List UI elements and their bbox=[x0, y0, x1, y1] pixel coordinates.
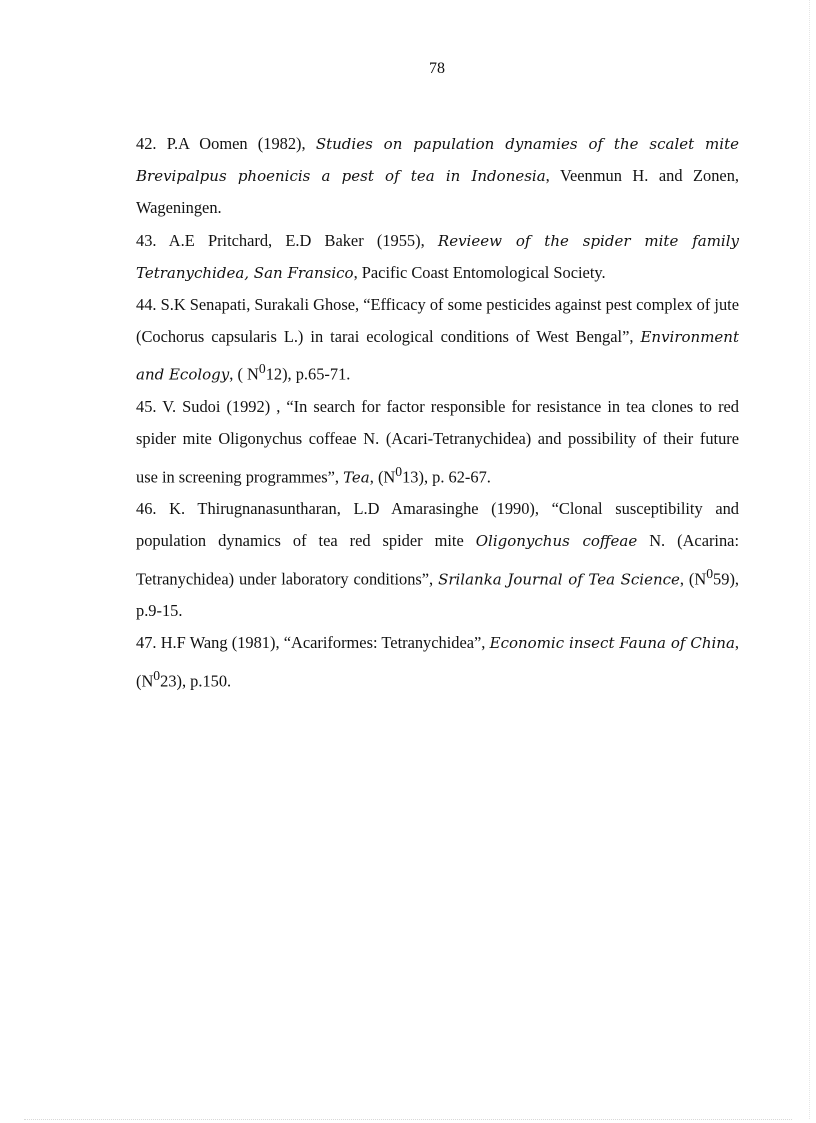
reference-italic-text: Srilanka Journal of Tea Science bbox=[438, 570, 680, 589]
reference-italic-text: Tea bbox=[343, 467, 370, 486]
reference-text: , ( N bbox=[229, 364, 259, 384]
reference-item bbox=[136, 289, 739, 391]
page-right-border bbox=[809, 0, 810, 1119]
reference-italic-text: Revieew of the spider mite family Tetranychidea, San Fransico bbox=[136, 231, 740, 282]
reference-superscript: 0 bbox=[706, 565, 714, 581]
page-number: 78 bbox=[429, 60, 445, 77]
reference-superscript: 0 bbox=[258, 361, 266, 377]
reference-text: , Pacific Coast Entomological Society. bbox=[353, 262, 606, 282]
reference-superscript: 0 bbox=[395, 463, 403, 479]
reference-italic-text: Economic insect Fauna of China bbox=[489, 634, 735, 653]
reference-italic-text: Studies on papulation dynamies of the scalet mite Brevipalpus phoenicis a pest of tea in Indonesia bbox=[136, 135, 739, 186]
reference-text: 13), p. 62-67. bbox=[402, 466, 491, 486]
reference-text: 45. V. Sudoi (1992) , “In search for factor responsible for resistance in tea clones to red spider mite Oligonychus coffeae N. (Acari-Tetranychidea) and possibility of their future use in screening programmes”, bbox=[136, 397, 739, 486]
reference-text: , (N bbox=[679, 569, 707, 589]
reference-italic-text: Environment and Ecology bbox=[136, 328, 739, 384]
reference-item bbox=[136, 493, 739, 627]
reference-text: 46. K. Thirugnanasuntharan, L.D Amarasinghe (1990), “Clonal susceptibility and population dynamics of tea red spider mite bbox=[136, 499, 739, 551]
reference-text: 59), p.9-15. bbox=[136, 569, 739, 621]
reference-text: 47. H.F Wang (1981), “Acariformes: Tetranychidea”, bbox=[136, 633, 490, 653]
reference-item bbox=[136, 391, 739, 493]
reference-text: , Veenmun H. and Zonen, Wageningen. bbox=[136, 166, 739, 218]
reference-text: 12), p.65-71. bbox=[265, 364, 351, 384]
reference-text: N. (Acarina: Tetranychidea) under laboratory conditions”, bbox=[136, 531, 740, 589]
reference-item bbox=[136, 128, 739, 225]
reference-text: 44. S.K Senapati, Surakali Ghose, “Efficacy of some pesticides against pest complex of jute (Cochorus capsularis L.) in tarai ecological conditions of West Bengal”, bbox=[136, 295, 739, 347]
reference-list bbox=[136, 128, 739, 697]
reference-text: , (N bbox=[136, 633, 739, 691]
page-bottom-border bbox=[24, 1119, 792, 1120]
reference-italic-text: Oligonychus coffeae bbox=[475, 532, 638, 551]
reference-item bbox=[136, 627, 739, 697]
reference-text: , (N bbox=[369, 466, 396, 486]
reference-text: 23), p.150. bbox=[160, 671, 232, 691]
reference-text: 42. P.A Oomen (1982), bbox=[136, 134, 316, 153]
reference-item bbox=[136, 225, 739, 289]
reference-superscript: 0 bbox=[153, 667, 161, 683]
reference-text: 43. A.E Pritchard, E.D Baker (1955), bbox=[136, 230, 438, 250]
